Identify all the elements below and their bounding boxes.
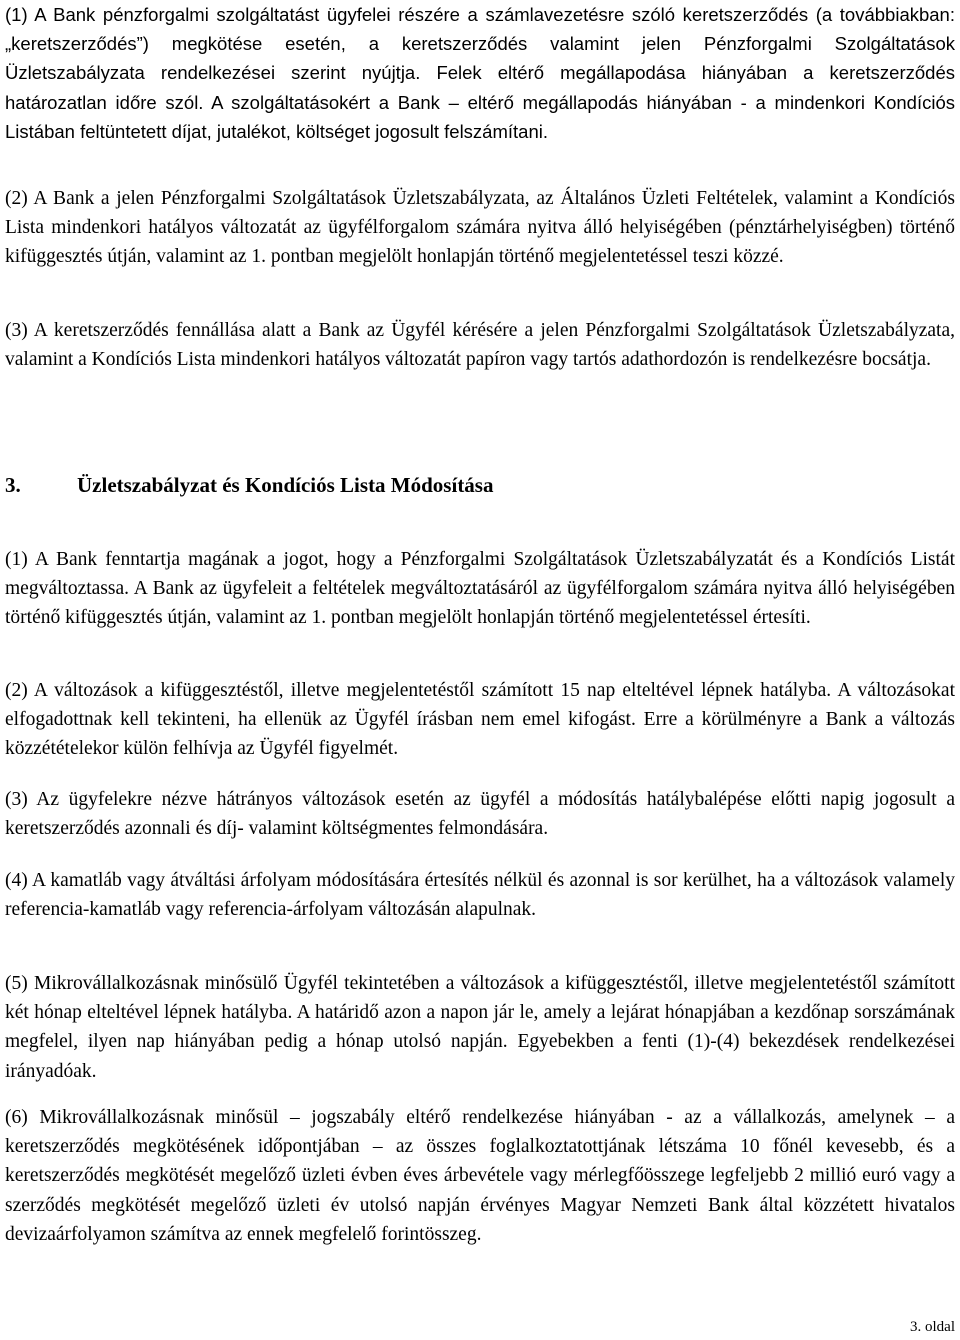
- paragraph-6: (3) Az ügyfelekre nézve hátrányos változások esetén az ügyfél a módosítás hatálybalépése előtti napig jogosult a keretszerződés azonnali és díj- valamint költségmentes felmondására.: [5, 789, 955, 840]
- paragraph-1: (1) A Bank pénzforgalmi szolgáltatást ügyfelei részére a számlavezetésre szóló keretszerződés (a továbbiakban: „keretszerződés”) megkötése esetén, a keretszerződés valamint jelen Pénzforgalmi Szolgáltatások Üzletszabályzata rendelkezései szerint nyújtja. Felek eltérő megállapodása hiányában a keretszerződés határozatlan időre szól. A szolgáltatásokért a Bank – eltérő megállapodás hiányában - a mindenkori Kondíciós Listában feltüntetett díjat, jutalékot, költséget jogosult felszámítani.: [5, 4, 955, 142]
- paragraph-8: (5) Mikrovállalkozásnak minősülő Ügyfél tekintetében a változások a kifüggesztéstől, illetve megjelentetéstől számított két hónap elteltével lépnek hatályba. A határidő azon a napon jár le, amely a lejárat hónapjában a kezdőnap sorszámának megfelel, ilyen nap hiányában pedig a hónap utolsó napján. Egyebekben a fenti (1)-(4) bekezdések rendelkezései irányadóak.: [5, 973, 955, 1082]
- paragraph-3: (3) A keretszerződés fennállása alatt a Bank az Ügyfél kérésére a jelen Pénzforgalmi Szolgáltatások Üzletszabályzata, valamint a Kondíciós Lista mindenkori hatályos változatát papíron vagy tartós adathordozón is rendelkezésre bocsátja.: [5, 320, 955, 371]
- section-heading: [5, 470, 955, 500]
- paragraph-4: (1) A Bank fenntartja magának a jogot, hogy a Pénzforgalmi Szolgáltatások Üzletszabályzatát és a Kondíciós Listát megváltoztassa. A Bank az ügyfeleit a feltételek megváltoztatásáról az ügyfélforgalom számára nyitva álló helyiségében történő kifüggesztés útján, valamint az 1. pontban megjelölt honlapján történő megjelentetéssel értesíti.: [5, 549, 955, 629]
- page-number: 3. oldal: [910, 1319, 955, 1335]
- section-number: 3.: [5, 473, 21, 497]
- section-title: Üzletszabályzat és Kondíciós Lista Módosítása: [77, 473, 494, 497]
- paragraph-9: (6) Mikrovállalkozásnak minősül – jogszabály eltérő rendelkezése hiányában - az a vállalkozás, amelynek – a keretszerződés megkötésének időpontjában – az összes foglalkoztatottjának létszáma 10 főnél kevesebb, és a keretszerződés megkötését megelőző üzleti évben éves árbevétele vagy mérlegfőösszege legfeljebb 2 millió euró vagy a szerződés megkötését megelőző üzleti év utolsó napján érvényes Magyar Nemzeti Bank által közzétett hivatalos devizaárfolyamon számítva az ennek megfelelő forintösszeg.: [5, 1107, 955, 1245]
- paragraph-7: (4) A kamatláb vagy átváltási árfolyam módosítására értesítés nélkül és azonnal is sor kerülhet, ha a változások valamely referencia-kamatláb vagy referencia-árfolyam változásán alapulnak.: [5, 870, 955, 921]
- paragraph-2: (2) A Bank a jelen Pénzforgalmi Szolgáltatások Üzletszabályzata, az Általános Üzleti Feltételek, valamint a Kondíciós Lista mindenkori hatályos változatát az ügyfélforgalom számára nyitva álló helyiségében (pénztárhelyiségben) történő kifüggesztés útján, valamint az 1. pontban megjelölt honlapján történő megjelentetéssel teszi közzé.: [5, 188, 955, 268]
- paragraph-5: (2) A változások a kifüggesztéstől, illetve megjelentetéstől számított 15 nap elteltével lépnek hatályba. A változásokat elfogadottnak kell tekinteni, ha ellenük az Ügyfél írásban nem emel kifogást. Erre a körülményre a Bank a változás közzétételekor külön felhívja az Ügyfél figyelmét.: [5, 680, 955, 760]
- document-page: [5, 0, 955, 1340]
